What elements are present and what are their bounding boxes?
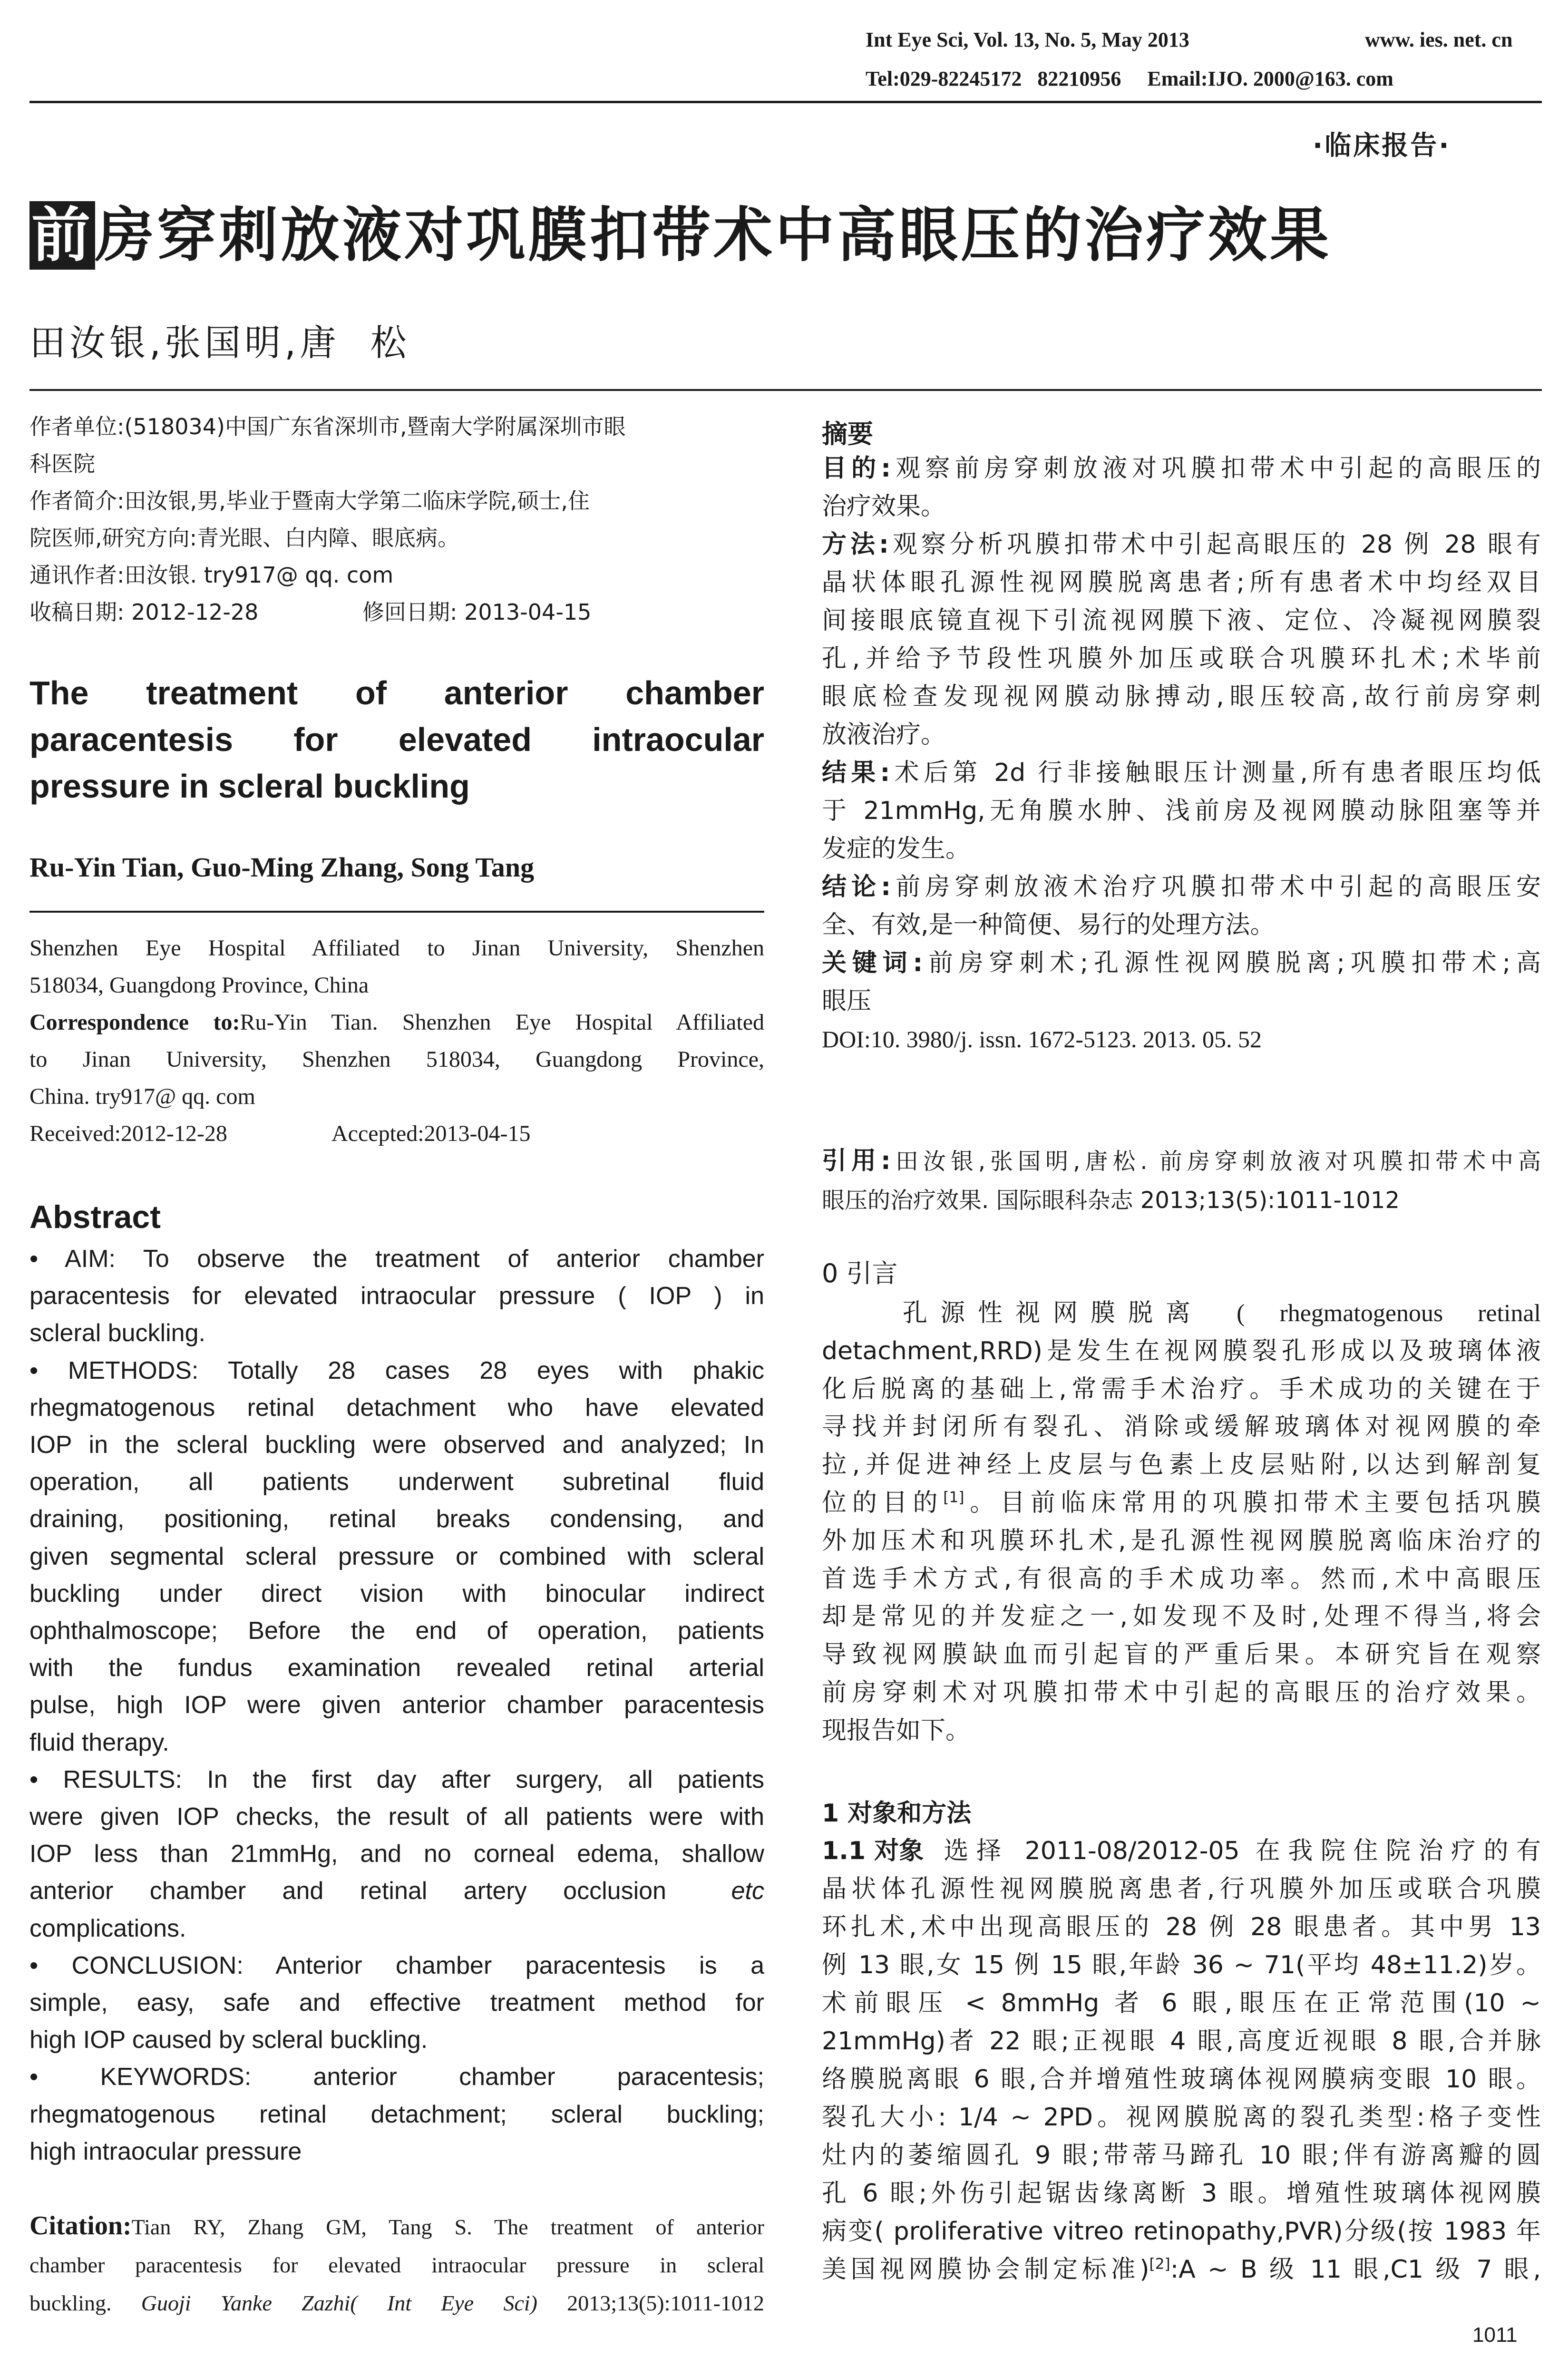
abstract-heading: Abstract: [29, 1199, 161, 1235]
zh-keywords-line: [822, 944, 1541, 982]
journal-contact: Tel:029-82245172 82210956 Email:IJO. 2000@163. com: [866, 67, 1393, 90]
methods-line: rhegmatogenous retinal detachment who have elevated: [29, 1393, 764, 1422]
correspondence-line: to Jinan University, Shenzhen 518034, Guangdong Province,: [29, 1047, 764, 1072]
authors-zh: 田汝银,张国明,唐 松: [29, 321, 410, 364]
zh-methods-line: 间接眼底镜直视下引流视网膜下液、定位、冷凝视网膜裂: [822, 606, 1541, 635]
page-title: [29, 200, 1332, 271]
intro-term-zh: 孔源性视网膜脱离: [903, 1299, 1204, 1327]
affiliation-line: 518034, Guangdong Province, China: [29, 973, 369, 998]
author-unit-line: 作者单位:(518034)中国广东省深圳市,暨南大学附属深圳市眼: [29, 414, 626, 439]
accepted-en: Accepted:2013-04-15: [331, 1121, 531, 1146]
methods-line: 络膜脱离眼 6 眼,合并增殖性玻璃体视网膜病变眼 10 眼。: [822, 2065, 1541, 2094]
keywords-line: high intraocular pressure: [29, 2137, 302, 2165]
methods-line: with the fundus examination revealed retinal arterial: [29, 1654, 764, 1682]
intro-line: 寻找并封闭所有裂孔、消除或缓解玻璃体对视网膜的牵: [822, 1413, 1541, 1442]
citation-en: [29, 2207, 764, 2322]
intro-line: 外加压术和巩膜环扎术,是孔源性视网膜脱离临床治疗的: [822, 1526, 1541, 1555]
zh-results-line: 于 21mmHg,无角膜水肿、浅前房及视网膜动脉阻塞等并: [822, 797, 1541, 825]
zh-conclusion-line: [822, 868, 1541, 906]
zh-conclusion-label: 结论:: [822, 873, 891, 901]
affiliation-line: Shenzhen Eye Hospital Affiliated to Jinan University, Shenzhen: [29, 935, 764, 961]
conclusion-line: simple, easy, safe and effective treatment method for: [29, 1989, 764, 2017]
header-rule: [29, 101, 1542, 103]
methods-line: 裂孔大小: 1/4 ~ 2PD。视网膜脱离的裂孔类型:格子变性: [822, 2103, 1541, 2132]
methods-line: ophthalmoscope; Before the end of operation, patients: [29, 1617, 764, 1645]
citation-zh-text: 田汝银,张国明,唐松. 前房穿刺放液对巩膜扣带术中高: [890, 1148, 1541, 1175]
citation-line: chamber paracentesis for elevated intraocular pressure in scleral: [29, 2253, 764, 2277]
title-first-char: 前: [29, 201, 95, 270]
received-date: 收稿日期: 2012-12-28: [29, 599, 259, 625]
zh-results-label: 结果:: [822, 759, 890, 787]
citation-journal: Guoji Yanke Zazhi( Int Eye Sci): [141, 2291, 537, 2315]
intro-line: [822, 1295, 1541, 1333]
zh-methods-line: 孔,并给予节段性巩膜外加压或联合巩膜环扎术;术毕前: [822, 644, 1541, 673]
subsection-label: 1.1 对象: [822, 1837, 924, 1865]
title-rest: 房穿刺放液对巩膜扣带术中高眼压的治疗效果: [95, 201, 1332, 270]
intro-term-en: ( rhegmatogenous retinal: [1237, 1300, 1541, 1327]
conclusion-line: • CONCLUSION: Anterior chamber paracentesis is a: [29, 1951, 764, 1979]
zh-methods-line: 晶状体眼孔源性视网膜脱离患者;所有患者术中均经双目: [822, 568, 1541, 597]
citation-zh-line: [822, 1141, 1541, 1181]
author-info: [29, 408, 764, 631]
methods-line: IOP in the scleral buckling were observed and analyzed; In: [29, 1431, 764, 1459]
correspondence-label: Correspondence to:: [29, 1010, 240, 1035]
aim-line: paracentesis for elevated intraocular pressure ( IOP ) in: [29, 1282, 764, 1310]
methods-text: 选择 2011-08/2012-05 在我院住院治疗的有: [936, 1837, 1541, 1865]
methods-line: given segmental scleral pressure or combined with scleral: [29, 1542, 764, 1570]
zh-aim-line: [822, 449, 1541, 487]
intro-body: [822, 1295, 1541, 1750]
methods-line: [822, 2250, 1541, 2289]
zh-methods-text: 观察分析巩膜扣带术中引起高眼压的 28 例 28 眼有: [888, 530, 1541, 559]
journal-website: www. ies. net. cn: [1365, 28, 1513, 51]
abstract-zh-heading: 摘要: [822, 419, 873, 449]
intro-line: 首选手术方式,有很高的手术成功率。然而,术中高眼压: [822, 1564, 1541, 1593]
section-tag: ·临床报告·: [1313, 130, 1451, 161]
zh-keywords-text: 前房穿刺术;孔源性视网膜脱离;巩膜扣带术;高: [923, 949, 1541, 977]
results-line: [29, 1872, 764, 1909]
results-line: IOP less than 21mmHg, and no corneal edema, shallow: [29, 1840, 764, 1868]
methods-line: 晶状体孔源性视网膜脱离患者,行巩膜外加压或联合巩膜: [822, 1875, 1541, 1903]
doi: DOI:10. 3980/j. issn. 1672-5123. 2013. 05. 52: [822, 1026, 1262, 1052]
citation-line: [29, 2284, 764, 2322]
citation-text: buckling.: [29, 2291, 141, 2315]
citation-text: 2013;13(5):1011-1012: [537, 2291, 765, 2315]
correspondence-text: Ru-Yin Tian. Shenzhen Eye Hospital Affiliated: [240, 1010, 765, 1035]
english-title-line: The treatment of anterior chamber: [29, 674, 764, 711]
citation-zh-label: 引用:: [822, 1147, 891, 1175]
intro-line: detachment,RRD)是发生在视网膜裂孔形成以及玻璃体液: [822, 1336, 1541, 1365]
reference-1[interactable]: [1]: [943, 1489, 964, 1506]
citation-text: Tian RY, Zhang GM, Tang S. The treatment of anterior: [131, 2215, 764, 2239]
aim-line: • AIM: To observe the treatment of anterior chamber: [29, 1245, 764, 1273]
title-rule: [29, 389, 1542, 391]
results-line-main: anterior chamber and retinal artery occlusion: [29, 1877, 666, 1905]
authors-en: Ru-Yin Tian, Guo-Ming Zhang, Song Tang: [29, 852, 535, 883]
aim-line: scleral buckling.: [29, 1319, 205, 1347]
methods-line: • METHODS: Totally 28 cases 28 eyes with phakic: [29, 1356, 764, 1384]
methods-line: draining, positioning, retinal breaks condensing, and: [29, 1505, 764, 1533]
abstract-zh-body: [822, 449, 1541, 1058]
methods-line: 环扎术,术中出现高眼压的 28 例 28 眼患者。其中男 13: [822, 1913, 1541, 1941]
methods-body: [822, 1832, 1541, 2289]
citation-zh: [822, 1141, 1541, 1220]
revised-date: 修回日期: 2013-04-15: [362, 599, 592, 625]
keywords-line: rhegmatogenous retinal detachment; scleral buckling;: [29, 2100, 764, 2128]
author-bio-line: 作者简介:田汝银,男,毕业于暨南大学第二临床学院,硕士,住: [29, 488, 590, 514]
author-bio-line: 院医师,研究方向:青光眼、白内障、眼底病。: [29, 525, 460, 551]
intro-line: 导致视网膜缺血而引起盲的严重后果。本研究旨在观察: [822, 1640, 1541, 1669]
zh-results-text: 术后第 2d 行非接触眼压计测量,所有患者眼压均低: [890, 759, 1541, 787]
conclusion-line: high IOP caused by scleral buckling.: [29, 2026, 428, 2054]
methods-line: fluid therapy.: [29, 1728, 169, 1756]
intro-text: 位的目的: [822, 1488, 944, 1517]
correspondence-line: [29, 1004, 764, 1041]
intro-line: 却是常见的并发症之一,如发现不及时,处理不得当,将会: [822, 1602, 1541, 1631]
english-title-line: pressure in scleral buckling: [29, 768, 470, 805]
methods-heading: 1 对象和方法: [822, 1799, 972, 1828]
english-title: [29, 670, 764, 809]
zh-conclusion-line: 全、有效,是一种简便、易行的处理方法。: [822, 911, 1275, 939]
intro-heading: 0 引言: [822, 1258, 898, 1288]
methods-line: buckling under direct vision with binocular indirect: [29, 1579, 764, 1607]
methods-line: pulse, high IOP were given anterior chamber paracentesis: [29, 1691, 764, 1719]
methods-line: 21mmHg)者 22 眼;正视眼 4 眼,高度近视眼 8 眼,合并脉: [822, 2027, 1541, 2056]
results-line: complications.: [29, 1914, 186, 1942]
author-unit-line: 科医院: [29, 451, 95, 477]
intro-line: 前房穿刺术对巩膜扣带术中引起的高眼压的治疗效果。: [822, 1678, 1541, 1707]
zh-aim-line: 治疗效果。: [822, 492, 946, 521]
results-line: • RESULTS: In the first day after surgery, all patients: [29, 1765, 764, 1793]
correspondence-line: China. try917@ qq. com: [29, 1084, 255, 1109]
zh-methods-label: 方法:: [822, 530, 889, 559]
abstract-en-body: [29, 1240, 764, 2170]
intro-line: 现报告如下。: [822, 1716, 971, 1745]
citation-label: Citation:: [29, 2211, 132, 2241]
dates: [29, 594, 764, 631]
citation-zh-line: 眼压的治疗效果. 国际眼科杂志 2013;13(5):1011-1012: [822, 1187, 1400, 1214]
zh-aim-text: 观察前房穿刺放液对巩膜扣带术中引起的高眼压的: [891, 454, 1541, 483]
methods-line: 病变( proliferative vitreo retinopathy,PVR)分级(按 1983 年: [822, 2217, 1541, 2246]
methods-text: 美国视网膜协会制定标准): [822, 2255, 1149, 2284]
zh-methods-line: 放液治疗。: [822, 721, 946, 749]
en-dates: [29, 1115, 764, 1152]
page-number: 1011: [1472, 2323, 1518, 2347]
methods-line: operation, all patients underwent subretinal fluid: [29, 1468, 764, 1496]
journal-info: Int Eye Sci, Vol. 13, No. 5, May 2013: [866, 28, 1189, 51]
keywords-line: • KEYWORDS: anterior chamber paracentesis;: [29, 2063, 764, 2091]
zh-keywords-label: 关键词:: [822, 949, 923, 977]
intro-line: 拉,并促进神经上皮层与色素上皮层贴附,以达到解剖复: [822, 1451, 1541, 1480]
zh-methods-line: [822, 526, 1541, 564]
methods-line: 术前眼压 < 8mmHg 者 6 眼,眼压在正常范围(10 ~: [822, 1989, 1541, 2017]
methods-line: 例 13 眼,女 15 例 15 眼,年龄 36 ~ 71(平均 48±11.2)岁。: [822, 1951, 1541, 1979]
affiliation-rule: [29, 911, 764, 913]
corresponding-author: 通讯作者:田汝银. try917@ qq. com: [29, 562, 394, 588]
results-line: were given IOP checks, the result of all patients were with: [29, 1803, 764, 1831]
zh-conclusion-text: 前房穿刺放液术治疗巩膜扣带术中引起的高眼压安: [891, 873, 1541, 901]
citation-line: [29, 2207, 764, 2246]
zh-results-line: 发症的发生。: [822, 835, 971, 863]
zh-keywords-line: 眼压: [822, 987, 872, 1015]
reference-2[interactable]: [2]: [1149, 2255, 1170, 2273]
intro-text: 。目前临床常用的巩膜扣带术主要包括巩膜: [964, 1488, 1541, 1517]
intro-line: 化后脱离的基础上,常需手术治疗。手术成功的关键在于: [822, 1374, 1541, 1403]
intro-line: [822, 1484, 1541, 1522]
methods-line: [822, 1832, 1541, 1870]
methods-line: 灶内的萎缩圆孔 9 眼;带蒂马蹄孔 10 眼;伴有游离瓣的圆: [822, 2141, 1541, 2170]
methods-line: 孔 6 眼;外伤引起锯齿缘离断 3 眼。增殖性玻璃体视网膜: [822, 2179, 1541, 2208]
zh-aim-label: 目的:: [822, 454, 891, 483]
methods-text: :A ~ B 级 11 眼,C1 级 7 眼,: [1170, 2255, 1541, 2284]
results-etc: etc: [731, 1877, 764, 1905]
zh-methods-line: 眼底检查发现视网膜动脉搏动,眼压较高,故行前房穿刺: [822, 682, 1541, 711]
affiliation: [29, 930, 764, 1152]
zh-results-line: [822, 754, 1541, 792]
received-en: Received:2012-12-28: [29, 1121, 227, 1146]
english-title-line: paracentesis for elevated intraocular: [29, 721, 764, 758]
